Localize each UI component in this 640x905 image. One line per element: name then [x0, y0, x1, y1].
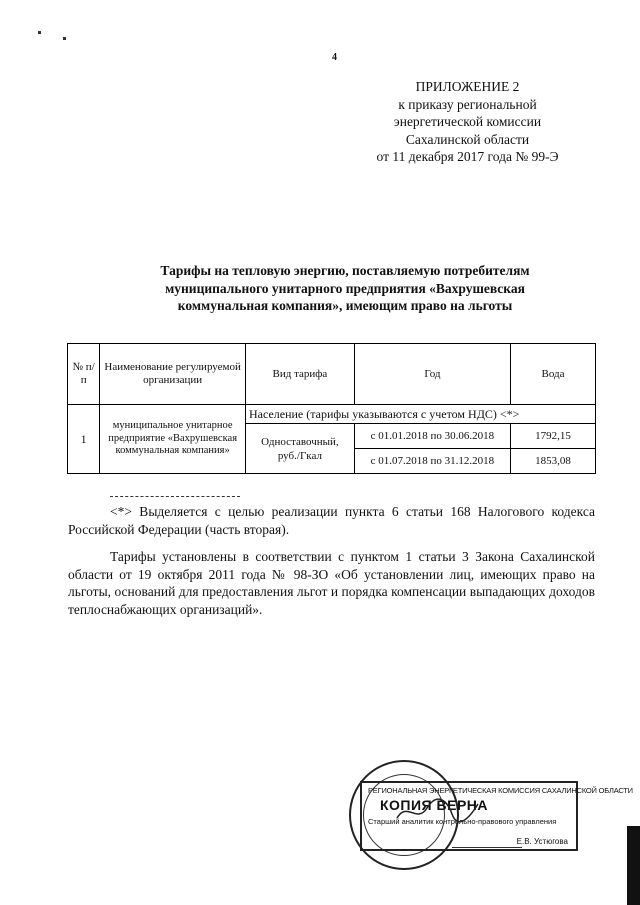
population-cell: Население (тарифы указываются с учетом НДС) <*> [245, 405, 595, 424]
table-row [68, 405, 596, 424]
header-num: № п/п [68, 344, 100, 405]
water-value-cell: 1853,08 [511, 449, 596, 474]
page-number: 4 [332, 52, 337, 63]
signature-line [452, 847, 522, 848]
title-line: коммунальная компания», имеющим право на льготы [177, 298, 513, 313]
appendix-line: к приказу региональной [398, 96, 537, 112]
water-value-cell: 1792,15 [511, 424, 596, 449]
footnote-separator [110, 496, 240, 497]
period-cell: с 01.01.2018 по 30.06.2018 [354, 424, 510, 449]
handwritten-signature [392, 796, 482, 826]
stamp-org: РЕГИОНАЛЬНАЯ ЭНЕРГЕТИЧЕСКАЯ КОМИССИЯ САХАЛИНСКОЙ ОБЛАСТИ [368, 786, 633, 795]
scan-speck [38, 31, 41, 34]
appendix-line: от 11 декабря 2017 года № 99-Э [376, 149, 559, 164]
document-title [95, 262, 595, 315]
appendix-header [360, 78, 575, 166]
row-org: муниципальное унитарное предприятие «Вахрушевская коммунальная компания» [100, 405, 246, 474]
header-org: Наименование регулируемой организации [100, 344, 246, 405]
appendix-line: энергетической комиссии [393, 114, 542, 129]
scan-speck [63, 37, 66, 40]
stamp-name: Е.В. Устюгова [516, 837, 568, 846]
appendix-line: ПРИЛОЖЕНИЕ 2 [415, 79, 520, 94]
period-cell: с 01.07.2018 по 31.12.2018 [354, 449, 510, 474]
law-reference: Тарифы установлены в соответствии с пунктом 1 статьи 3 Закона Сахалинской области от 19 октября 2011 года № 98-ЗО «Об установлении лиц, имеющих право на льготы, оснований для предоставления льгот и порядка компенсации выпадающих доходов теплоснабжающих организаций». [68, 549, 595, 617]
appendix-line: Сахалинской области [405, 131, 530, 147]
row-num: 1 [68, 405, 100, 474]
stamp-position: Старший аналитик контрольно-правового управления [368, 817, 557, 826]
title-line: Тарифы на тепловую энергию, поставляемую потребителям [160, 263, 530, 278]
title-line: муниципального унитарного предприятия «Вахрушевская [165, 280, 525, 296]
header-year: Год [354, 344, 510, 405]
tariffs-table [67, 343, 596, 474]
header-type: Вид тарифа [245, 344, 354, 405]
stamp-copy-label: КОПИЯ ВЕРНА [380, 797, 489, 813]
table-header-row [68, 344, 596, 405]
header-water: Вода [511, 344, 596, 405]
footnote: <*> Выделяется с целью реализации пункта 6 статьи 168 Налогового кодекса Российской Федерации (часть вторая). [68, 504, 595, 537]
scan-margin-bar [627, 826, 640, 905]
tariff-type-cell: Одноставочный, руб./Гкал [245, 424, 354, 474]
